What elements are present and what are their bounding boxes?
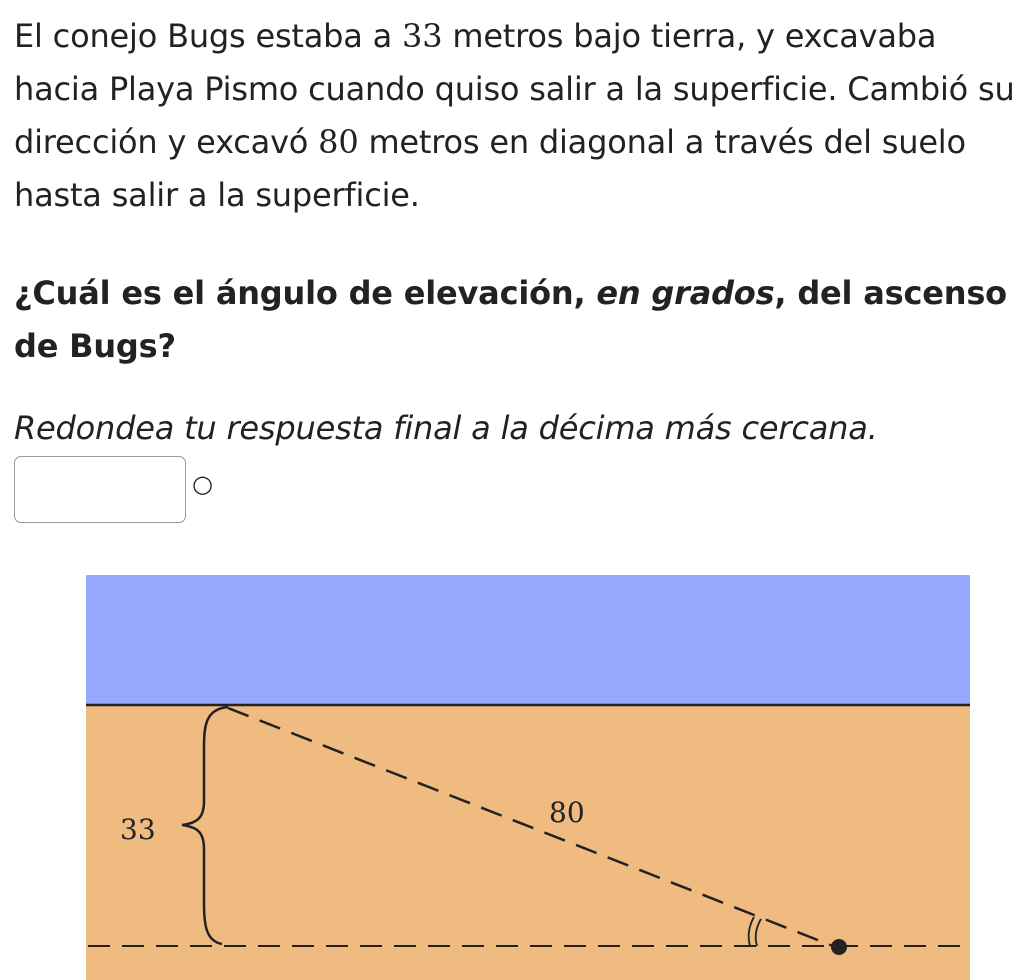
diagram — [86, 575, 970, 980]
degree-symbol: ○ — [192, 470, 213, 498]
text-segment: El conejo Bugs estaba a — [14, 17, 403, 55]
diagonal-label: 80 — [549, 796, 585, 829]
diagram-svg — [86, 575, 970, 980]
text-segment: metros en diagonal a través del suelo hasta salir a la superficie. — [14, 123, 966, 214]
question-text — [14, 267, 1029, 373]
question-emphasis: en grados — [596, 274, 775, 312]
distance-value: 80 — [318, 123, 359, 161]
ground-region — [86, 705, 970, 980]
rounding-hint: Redondea tu respuesta final a la décima más cercana. — [14, 409, 878, 447]
exit-dot — [831, 939, 847, 955]
answer-input[interactable] — [14, 456, 186, 523]
problem-paragraph — [14, 10, 1029, 222]
question-segment: , del ascenso de Bugs? — [14, 274, 1007, 365]
sky-region — [86, 575, 970, 705]
question-segment: ¿Cuál es el ángulo de elevación, — [14, 274, 597, 312]
depth-value: 33 — [402, 17, 443, 55]
depth-label: 33 — [120, 813, 156, 846]
text-segment: metros bajo tierra, y excavaba hacia Playa Pismo cuando quiso salir a la superficie. Cambió su dirección y excavó — [14, 17, 1015, 161]
problem-statement — [14, 10, 1029, 451]
